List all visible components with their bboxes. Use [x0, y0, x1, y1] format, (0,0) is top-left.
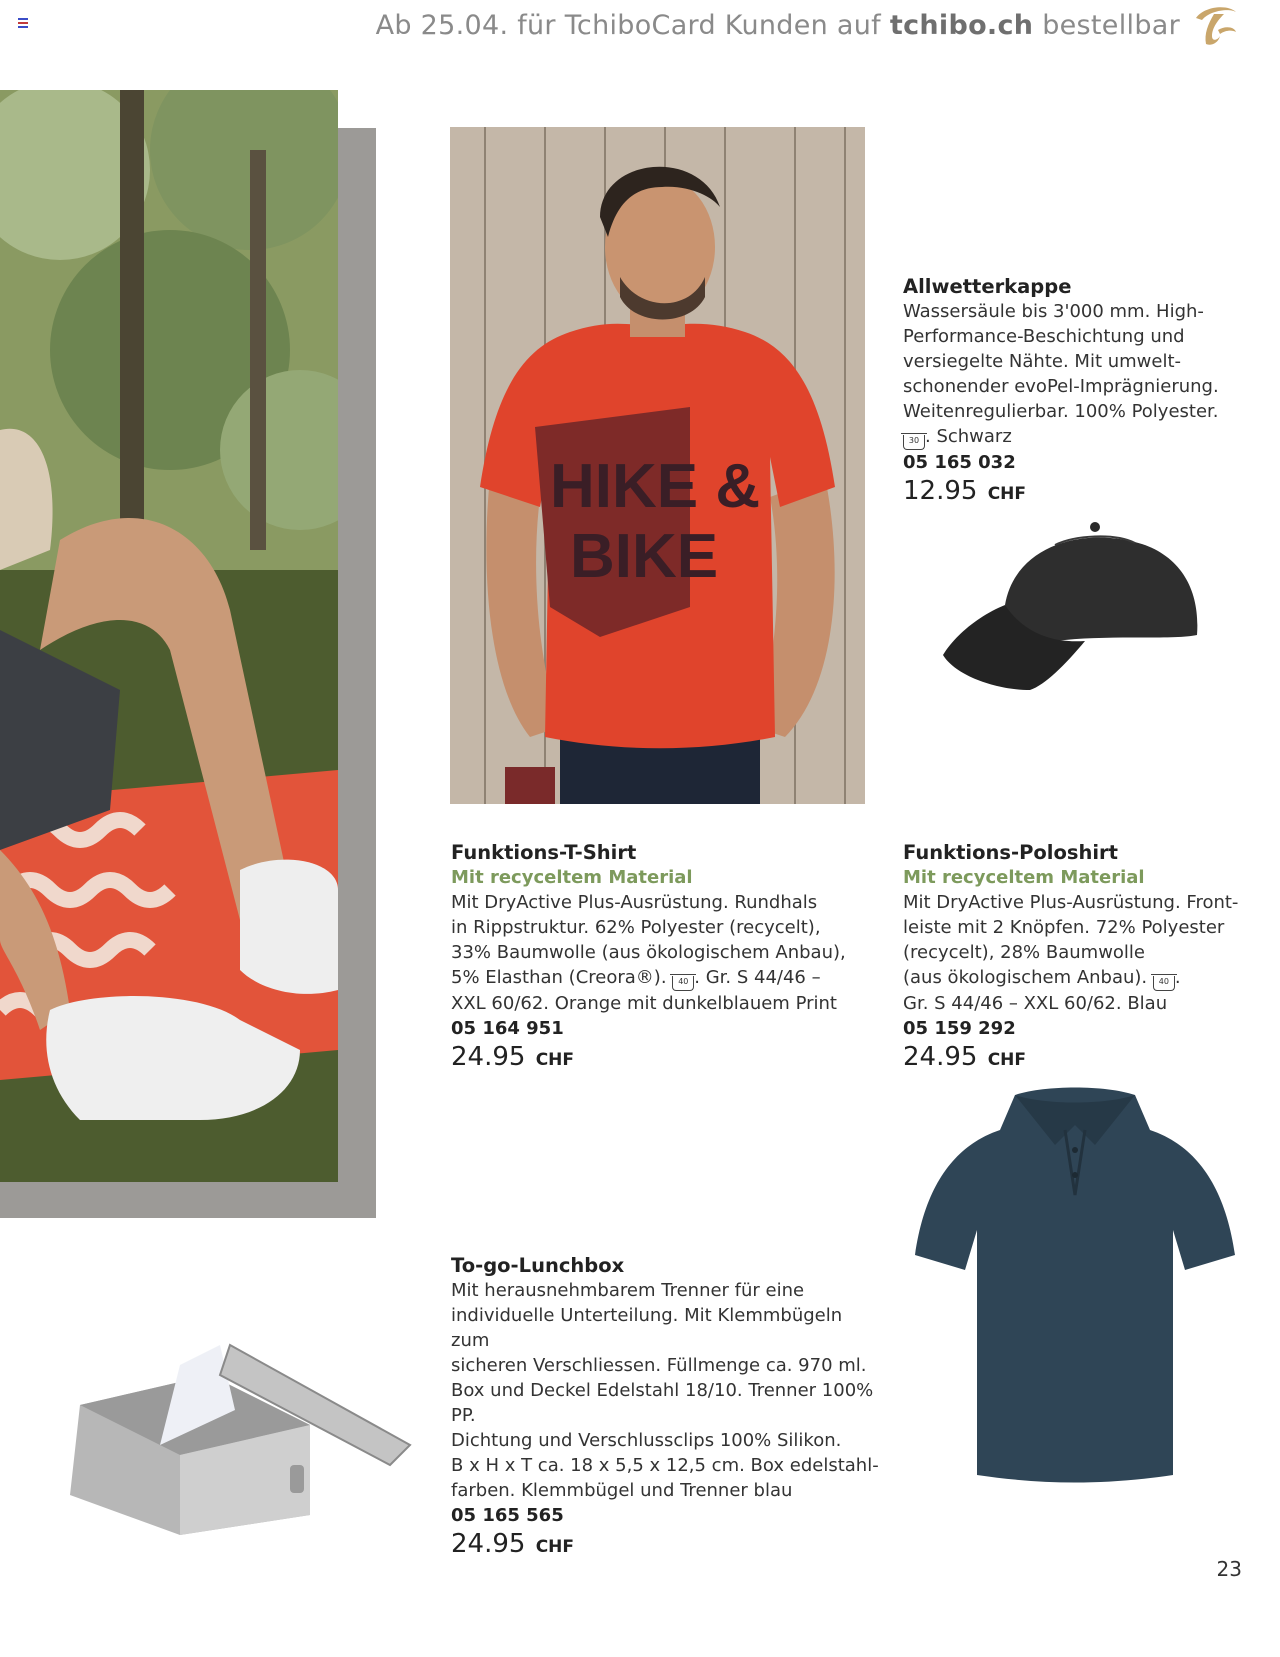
- wash-care-icon: 30: [903, 435, 925, 450]
- polo-article-number: 05 159 292: [903, 1018, 1016, 1039]
- polo-size-color: . Gr. S 44/46 – XXL 60/62. Blau: [903, 967, 1181, 1014]
- lunchbox-description: Mit herausnehmbarem Trenner für eine individuelle Unterteilung. Mit Klemmbügeln zum sicheren Verschliessen. Füllmenge ca. 970 ml. Box und Deckel Edelstahl 18/10. Trenner 100% PP. Dichtung und Verschlussclips 100% Silikon. B x H x T ca. 18 x 5,5 x 12,5 cm. Box edelstahl- farben. Klemmbügel und Trenner blau: [451, 1280, 879, 1501]
- print-line2: BIKE: [570, 522, 719, 591]
- cap-currency: CHF: [987, 484, 1027, 504]
- lunchbox-image: [60, 1335, 420, 1535]
- wash-care-icon: 40: [672, 976, 694, 991]
- tshirt-description: Mit DryActive Plus-Ausrüstung. Rundhals in Rippstruktur. 62% Polyester (recycelt), 33% Baumwolle (aus ökologischem Anbau), 5% Elasthan (Creora®).: [451, 892, 846, 988]
- polo-name: Funktions-Poloshirt: [903, 841, 1118, 864]
- lifestyle-photo: [0, 90, 338, 1182]
- banner-site[interactable]: tchibo.ch: [889, 10, 1034, 41]
- page-number: 23: [1216, 1557, 1242, 1581]
- cap-color-line: [903, 424, 1243, 450]
- cap-price-value: 12.95: [903, 476, 978, 506]
- polo-price: [903, 1042, 1243, 1073]
- tshirt-currency: CHF: [535, 1050, 575, 1070]
- cap-description: Wassersäule bis 3'000 mm. High- Performance-Beschichtung und versiegelte Nähte. Mit umwelt- schonender evoPel-Imprägnierung. Weitenregulierbar. 100% Polyester.: [903, 301, 1219, 422]
- tshirt-article-number: 05 164 951: [451, 1018, 564, 1039]
- tshirt-info: [451, 840, 871, 1073]
- polo-subtitle: Mit recyceltem Material: [903, 867, 1145, 888]
- tshirt-price: [451, 1042, 871, 1073]
- tshirt-size-color: . Gr. S 44/46 – XXL 60/62. Orange mit dunkelblauem Print: [451, 967, 837, 1014]
- tshirt-price-value: 24.95: [451, 1042, 526, 1072]
- tshirt-description-block: [451, 890, 871, 1016]
- polo-currency: CHF: [987, 1050, 1027, 1070]
- menu-icon[interactable]: [18, 18, 28, 28]
- cap-color: . Schwarz: [925, 426, 1012, 447]
- cap-info: [903, 274, 1243, 507]
- lunchbox-currency: CHF: [535, 1537, 575, 1557]
- print-line1: HIKE &: [550, 452, 761, 521]
- lunchbox-price: [451, 1529, 881, 1560]
- polo-price-value: 24.95: [903, 1042, 978, 1072]
- tshirt-name: Funktions-T-Shirt: [451, 841, 637, 864]
- polo-description-block: [903, 890, 1243, 1016]
- tshirt-subtitle: Mit recyceltem Material: [451, 867, 693, 888]
- banner-prefix: Ab 25.04. für TchiboCard Kunden auf: [375, 10, 890, 41]
- lunchbox-article-number: 05 165 565: [451, 1505, 564, 1526]
- tchibo-logo-icon: [1188, 0, 1244, 50]
- lunchbox-info: [451, 1253, 881, 1560]
- tshirt-model-photo: [450, 127, 865, 804]
- lunchbox-price-value: 24.95: [451, 1529, 526, 1559]
- polo-info: [903, 840, 1243, 1073]
- polo-description: Mit DryActive Plus-Ausrüstung. Front- leiste mit 2 Knöpfen. 72% Polyester (recycelt), 28% Baumwolle (aus ökologischem Anbau).: [903, 892, 1239, 988]
- cap-name: Allwetterkappe: [903, 275, 1072, 298]
- wash-care-icon: 40: [1153, 976, 1175, 991]
- banner-suffix: bestellbar: [1033, 10, 1180, 41]
- cap-price: [903, 476, 1243, 507]
- cap-image: [935, 515, 1215, 705]
- polo-shirt-image: [905, 1085, 1245, 1485]
- header-banner: [376, 10, 1180, 41]
- lunchbox-name: To-go-Lunchbox: [451, 1254, 625, 1277]
- cap-article-number: 05 165 032: [903, 452, 1016, 473]
